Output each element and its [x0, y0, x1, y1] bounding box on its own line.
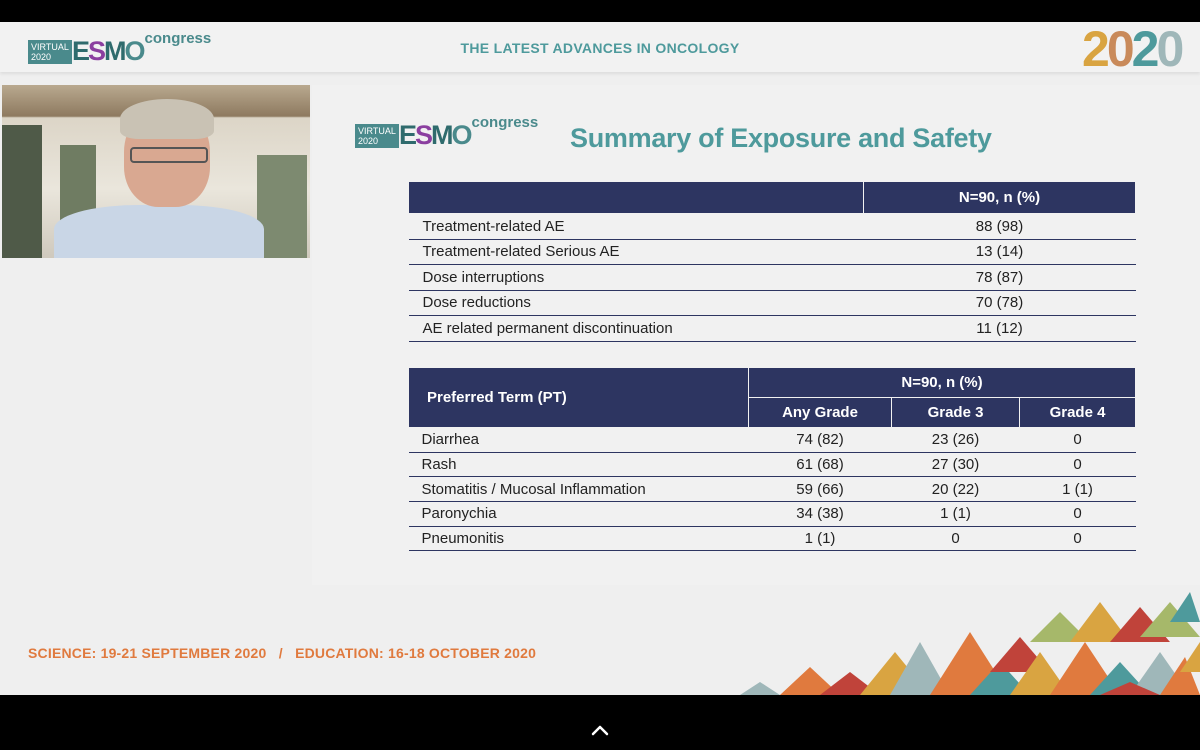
table-header-row — [409, 182, 1136, 214]
pt-header: Preferred Term (PT) — [409, 368, 749, 428]
top-letterbox — [0, 0, 1200, 22]
table-row: Dose reductions 70 (78) — [409, 290, 1136, 316]
congress-word: congress — [144, 30, 212, 47]
speaker-hair — [120, 99, 214, 139]
slide-esmo-logo — [355, 116, 538, 150]
grade4-header: Grade 4 — [1020, 398, 1136, 428]
grade3-header: Grade 3 — [892, 398, 1020, 428]
exposure-table — [408, 181, 1136, 342]
window-frame — [257, 155, 307, 258]
n-header: N=90, n (%) — [864, 182, 1136, 214]
header-tagline: THE LATEST ADVANCES IN ONCOLOGY — [460, 40, 740, 56]
table-header-row — [409, 368, 1136, 398]
table-row: Stomatitis / Mucosal Inflammation 59 (66) 20 (22) 1 (1) — [409, 477, 1136, 502]
table-row: Rash 61 (68) 27 (30) 0 — [409, 452, 1136, 477]
table-row: AE related permanent discontinuation 11 (12) — [409, 316, 1136, 342]
table-row: Diarrhea 74 (82) 23 (26) 0 — [409, 428, 1136, 453]
table-row: Treatment-related Serious AE 13 (14) — [409, 239, 1136, 265]
chevron-up-icon[interactable] — [590, 723, 610, 737]
slide-title: Summary of Exposure and Safety — [570, 123, 992, 153]
any-grade-header: Any Grade — [749, 398, 892, 428]
esmo-wordmark: ESMO — [399, 120, 471, 150]
empty-header-cell — [409, 182, 864, 214]
congress-word: congress — [471, 114, 539, 131]
n-header: N=90, n (%) — [749, 368, 1136, 398]
congress-dates: SCIENCE: 19-21 SEPTEMBER 2020 / EDUCATION: 16-18 OCTOBER 2020 — [28, 645, 537, 661]
table-row: Pneumonitis 1 (1) 0 0 — [409, 526, 1136, 551]
slide — [312, 85, 1200, 585]
triangle-pattern-decoration — [740, 582, 1200, 695]
bottom-control-bar — [0, 695, 1200, 750]
virtual-badge: VIRTUAL 2020 — [28, 40, 72, 64]
speaker-video[interactable] — [2, 85, 310, 258]
virtual-badge: VIRTUAL 2020 — [355, 124, 399, 148]
speaker-glasses — [130, 147, 208, 163]
table-row: Paronychia 34 (38) 1 (1) 0 — [409, 502, 1136, 527]
presentation-screen — [0, 22, 1200, 695]
window-frame — [2, 125, 42, 258]
congress-header — [0, 22, 1200, 77]
esmo-wordmark: ESMO — [72, 36, 144, 66]
table-row: Treatment-related AE 88 (98) — [409, 214, 1136, 240]
adverse-events-table — [408, 367, 1136, 551]
table-row: Dose interruptions 78 (87) — [409, 265, 1136, 291]
year-graphic: 2020 — [1082, 22, 1182, 77]
speaker-shirt — [54, 205, 264, 258]
